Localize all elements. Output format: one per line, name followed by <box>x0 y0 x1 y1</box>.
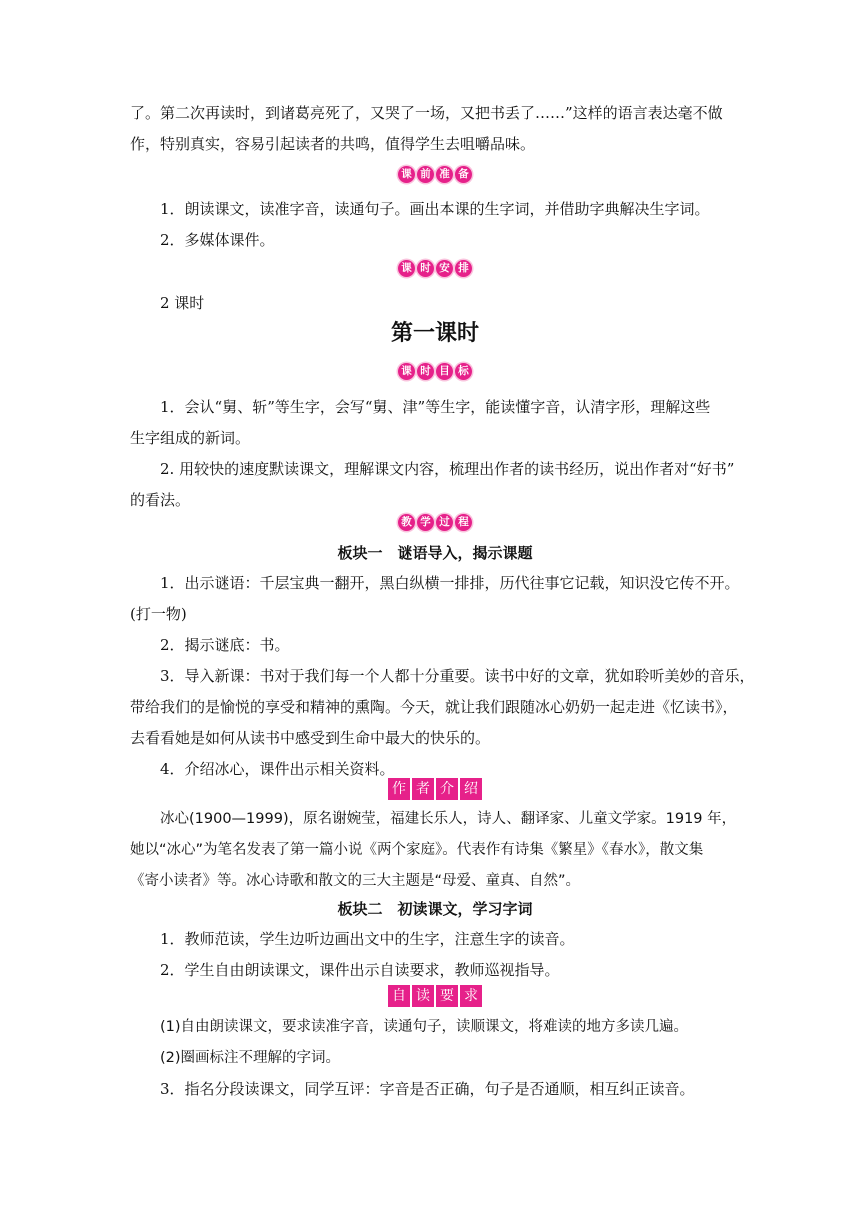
author-intro: 冰心(1900—1999)，原名谢婉莹，福建长乐人，诗人、翻译家、儿童文学家。1919 年， <box>160 811 737 827</box>
badge-prep: 课 前 准 备 <box>130 166 740 183</box>
block-1-heading: 板块一 谜语导入，揭示课题 <box>337 544 533 562</box>
block1-item-2: 2．揭示谜底：书。 <box>160 636 290 654</box>
prep-item-2: 2．多媒体课件。 <box>160 231 275 249</box>
paragraph-line: 了。第二次再读时，到诸葛亮死了，又哭了一场，又把书丢了……”这样的语言表达毫不做 <box>130 104 723 122</box>
block-2-heading: 板块二 初读课文，学习字词 <box>337 900 533 918</box>
lesson-title: 第一课时 <box>390 321 479 346</box>
author-intro-cont: 她以“冰心”为笔名发表了第一篇小说《两个家庭》。代表作有诗集《繁星》《春水》，散文集 <box>130 842 704 858</box>
paragraph-line: 作，特别真实，容易引起读者的共鸣，值得学生去咀嚼品味。 <box>130 135 536 153</box>
block2-item-3: 3．指名分段读课文，同学互评：字音是否正确，句子是否通顺，相互纠正读音。 <box>160 1080 695 1098</box>
badge-selfread: 自 读 要 求 <box>130 985 740 1007</box>
badge-process: 教 学 过 程 <box>130 514 740 531</box>
lesson-count: 2 课时 <box>160 294 205 312</box>
goal-1-cont: 生字组成的新词。 <box>130 429 251 447</box>
goal-2-cont: 的看法。 <box>130 491 191 509</box>
badge-arrange: 课 时 安 排 <box>130 260 740 277</box>
block1-item-1: 1．出示谜语：千层宝典一翻开，黑白纵横一排排，历代往事它记载，知识没它传不开。 <box>160 574 740 592</box>
goal-2: 2. 用较快的速度默读课文，理解课文内容，梳理出作者的读书经历，说出作者对“好书” <box>160 460 735 478</box>
block1-item-3-cont: 带给我们的是愉悦的享受和精神的熏陶。今天，就让我们跟随冰心奶奶一起走进《忆读书》， <box>130 698 738 716</box>
selfread-req-1: (1)自由朗读课文，要求读准字音，读通句子，读顺课文，将难读的地方多读几遍。 <box>160 1019 689 1035</box>
author-intro-cont: 《寄小读者》等。冰心诗歌和散文的三大主题是“母爱、童真、自然”。 <box>130 873 581 889</box>
badge-author: 作 者 介 绍 <box>130 778 740 800</box>
selfread-req-2: (2)圈画标注不理解的字词。 <box>160 1050 341 1066</box>
block1-item-4: 4．介绍冰心，课件出示相关资料。 <box>160 760 395 778</box>
prep-item-1: 1．朗读课文，读准字音，读通句子。画出本课的生字词，并借助字典解决生字词。 <box>160 200 710 218</box>
block2-item-1: 1．教师范读，学生边听边画出文中的生字，注意生字的读音。 <box>160 930 575 948</box>
block2-item-2: 2．学生自由朗读课文，课件出示自读要求，教师巡视指导。 <box>160 961 560 979</box>
block1-item-1-cont: (打一物) <box>130 605 187 623</box>
block1-item-3-cont: 去看看她是如何从读书中感受到生命中最大的快乐的。 <box>130 729 491 747</box>
badge-goals: 课 时 目 标 <box>130 363 740 380</box>
goal-1: 1．会认“舅、斩”等生字，会写“舅、津”等生字，能读懂字音，认清字形，理解这些 <box>160 398 711 416</box>
block1-item-3: 3．导入新课：书对于我们每一个人都十分重要。读书中好的文章，犹如聆听美妙的音乐， <box>160 667 755 685</box>
